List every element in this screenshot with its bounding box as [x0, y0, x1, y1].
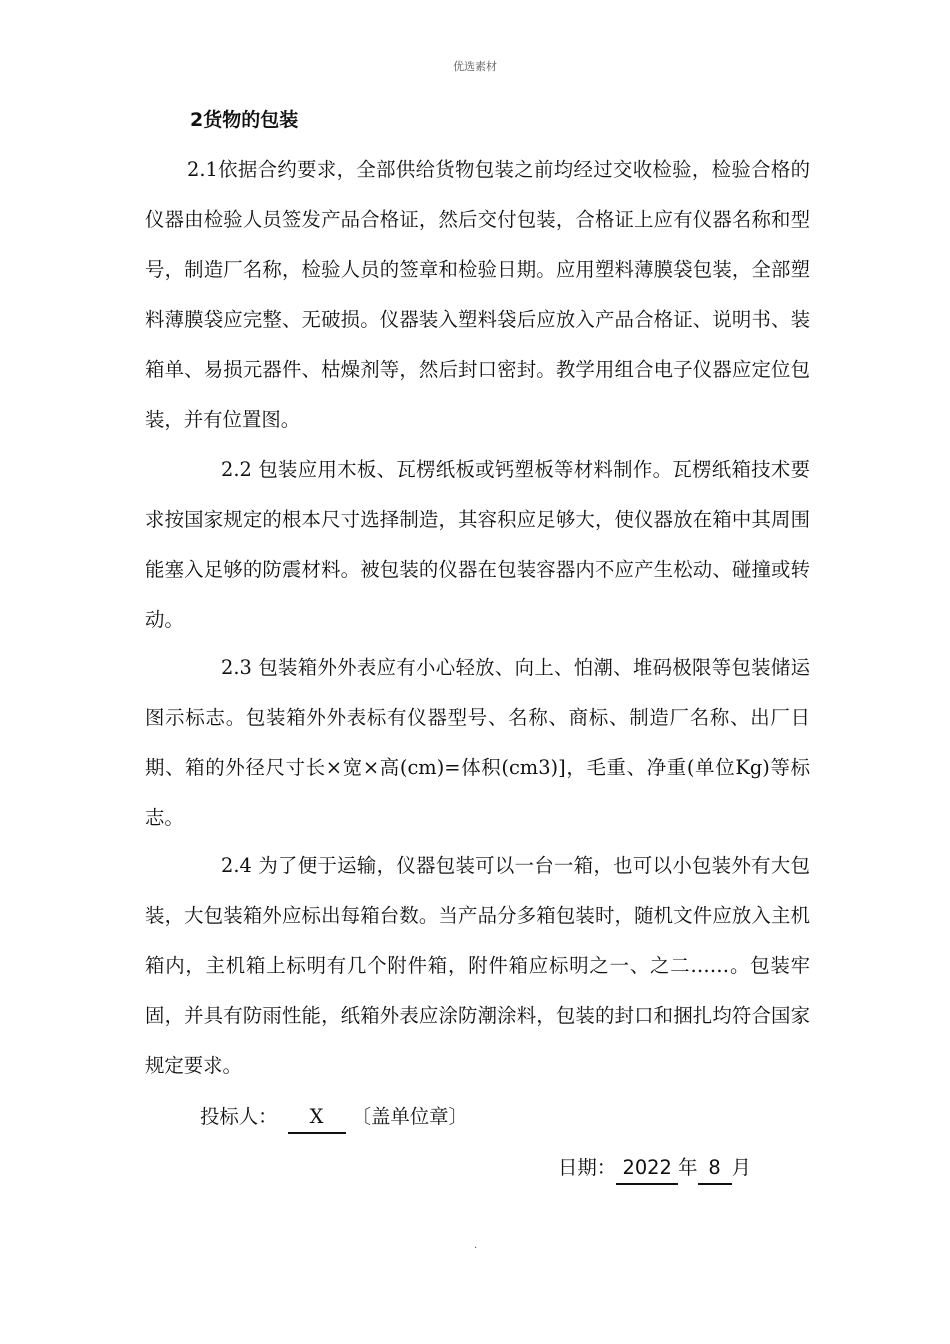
bidder-line: [200, 1097, 468, 1137]
bidder-name-field: X: [288, 1102, 346, 1134]
bidder-label: 投标人：: [200, 1105, 278, 1128]
page-header: 优选素材: [453, 60, 497, 73]
paragraph-2-3: 2.3 包装箱外外表应有小心轻放、向上、怕潮、堆码极限等包装储运图示标志。包装箱外外表标有仪器型号、名称、商标、制造厂名称、出厂日期、箱的外径尺寸长×宽×高(cm)=体积(cm3)]，毛重、净重(单位Kg)等标志。: [145, 656, 810, 829]
date-line: [558, 1148, 751, 1188]
seal-note: 〔盖单位章〕: [351, 1105, 468, 1128]
month-unit: 月: [731, 1156, 751, 1179]
paragraph-2-4: 2.4 为了便于运输，仪器包装可以一台一箱，也可以小包装外有大包装，大包装箱外应标出每箱台数。当产品分多箱包装时，随机文件应放入主机箱内，主机箱上标明有几个附件箱，附件箱应标明之一、之二……。包装牢固，并具有防雨性能，纸箱外表应涂防潮涂料，包装的封口和捆扎均符合国家规定要求。: [145, 854, 810, 1077]
paragraph-2-1: 2.1依据合约要求，全部供给货物包装之前均经过交收检验，检验合格的仪器由检验人员签发产品合格证，然后交付包装，合格证上应有仪器名称和型号，制造厂名称，检验人员的签章和检验日期。应用塑料薄膜袋包装，全部塑料薄膜袋应完整、无破损。仪器装入塑料袋后应放入产品合格证、说明书、装箱单、易损元器件、枯燥剂等，然后封口密封。教学用组合电子仪器应定位包装，并有位置图。: [145, 158, 810, 431]
date-month-field: 8: [698, 1153, 732, 1185]
page-footer-mark: .: [474, 1240, 478, 1251]
year-unit: 年: [678, 1156, 698, 1179]
date-year-field: 2022: [616, 1153, 678, 1185]
date-label: 日期：: [558, 1156, 617, 1179]
section-title: 2货物的包装: [190, 109, 299, 131]
paragraph-2-2: 2.2 包装应用木板、瓦楞纸板或钙塑板等材料制作。瓦楞纸箱技术要求按国家规定的根本尺寸选择制造，其容积应足够大，使仪器放在箱中其周围能塞入足够的防震材料。被包装的仪器在包装容器内不应产生松动、碰撞或转动。: [145, 458, 810, 631]
